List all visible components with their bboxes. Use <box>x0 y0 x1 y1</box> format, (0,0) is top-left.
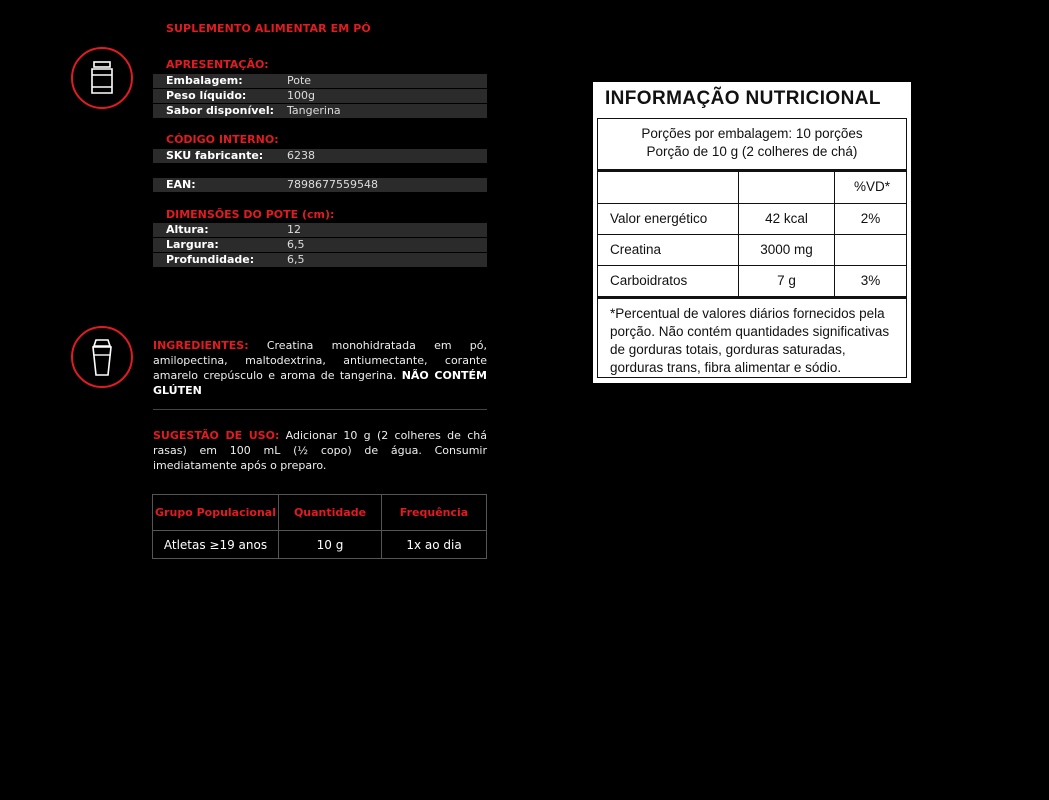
nutrient-amount: 7 g <box>777 273 796 288</box>
presentation-heading: APRESENTAÇÃO: <box>166 58 269 71</box>
nutrient-amount: 42 kcal <box>765 211 808 226</box>
servings-per-package: Porções por embalagem: 10 porções <box>641 126 863 141</box>
ingredients-list: Creatina monohidratada em pó, amilopectina, maltodextrina, antiumectante, corante amarelo crepúsculo e aroma de tangerina. <box>153 339 487 382</box>
spec-row-ean <box>153 178 487 192</box>
ingredients-text <box>153 338 487 398</box>
gluten-warning: NÃO CONTÉM GLÚTEN <box>153 369 487 397</box>
nutrition-table <box>597 118 907 378</box>
nutrient-name: Creatina <box>610 242 662 257</box>
dose-cell-frequency: 1x ao dia <box>406 537 462 552</box>
spec-row-sku <box>153 149 487 163</box>
spec-key: EAN: <box>166 178 196 191</box>
dose-table <box>152 494 487 559</box>
spec-key: Embalagem: <box>166 74 243 87</box>
dose-cell-quantity: 10 g <box>316 537 344 552</box>
spec-value: 7898677559548 <box>287 178 378 191</box>
divider <box>153 409 487 410</box>
spec-row-packaging <box>153 74 487 88</box>
spec-value: 6,5 <box>287 253 305 266</box>
nutrient-name: Valor energético <box>610 211 708 226</box>
nutrient-name: Carboidratos <box>610 273 688 288</box>
dose-header-frequency: Frequência <box>399 505 469 519</box>
nutrition-footnote: *Percentual de valores diários fornecidos pela porção. Não contém quantidades significativas de gorduras totais, gorduras saturadas, gorduras trans, fibra alimentar e sódio. <box>610 306 890 375</box>
usage-text <box>153 428 487 473</box>
nutrient-amount: 3000 mg <box>760 242 813 257</box>
dose-header-quantity: Quantidade <box>293 505 367 519</box>
shaker-icon <box>71 326 133 388</box>
internal-code-heading: CÓDIGO INTERNO: <box>166 133 279 146</box>
usage-instructions: Adicionar 10 g (2 colheres de chá rasas) em 100 mL (½ copo) de água. Consumir imediatamente após o preparo. <box>153 429 487 472</box>
spec-value: Tangerina <box>287 104 341 117</box>
page-title: SUPLEMENTO ALIMENTAR EM PÓ <box>166 22 371 35</box>
nutrient-vd: 3% <box>860 273 881 288</box>
nutrition-portions <box>598 125 906 161</box>
spec-key: Largura: <box>166 238 219 251</box>
spec-key: Profundidade: <box>166 253 255 266</box>
nutrition-facts-panel <box>593 82 911 383</box>
serving-size: Porção de 10 g (2 colheres de chá) <box>646 144 858 159</box>
dose-header-group: Grupo Populacional <box>155 505 276 519</box>
spec-key: Peso líquido: <box>166 89 247 102</box>
spec-value: 100g <box>287 89 315 102</box>
vd-header: %VD* <box>854 179 891 194</box>
spec-row-width <box>153 238 487 252</box>
spec-row-depth <box>153 253 487 267</box>
spec-value: 6,5 <box>287 238 305 251</box>
dose-cell-group: Atletas ≥19 anos <box>163 537 268 552</box>
dimensions-heading: DIMENSÕES DO POTE (cm): <box>166 208 335 221</box>
jar-icon <box>71 47 133 109</box>
usage-label: SUGESTÃO DE USO: <box>153 429 280 442</box>
spec-key: SKU fabricante: <box>166 149 264 162</box>
spec-value: Pote <box>287 74 312 87</box>
spec-row-height <box>153 223 487 237</box>
spec-key: Sabor disponível: <box>166 104 275 117</box>
spec-row-flavor <box>153 104 487 118</box>
spec-key: Altura: <box>166 223 209 236</box>
nutrient-vd: 2% <box>860 211 881 226</box>
nutrition-title: INFORMAÇÃO NUTRICIONAL <box>605 88 881 109</box>
spec-value: 12 <box>287 223 301 236</box>
spec-row-weight <box>153 89 487 103</box>
ingredients-label: INGREDIENTES: <box>153 339 249 352</box>
spec-value: 6238 <box>287 149 315 162</box>
